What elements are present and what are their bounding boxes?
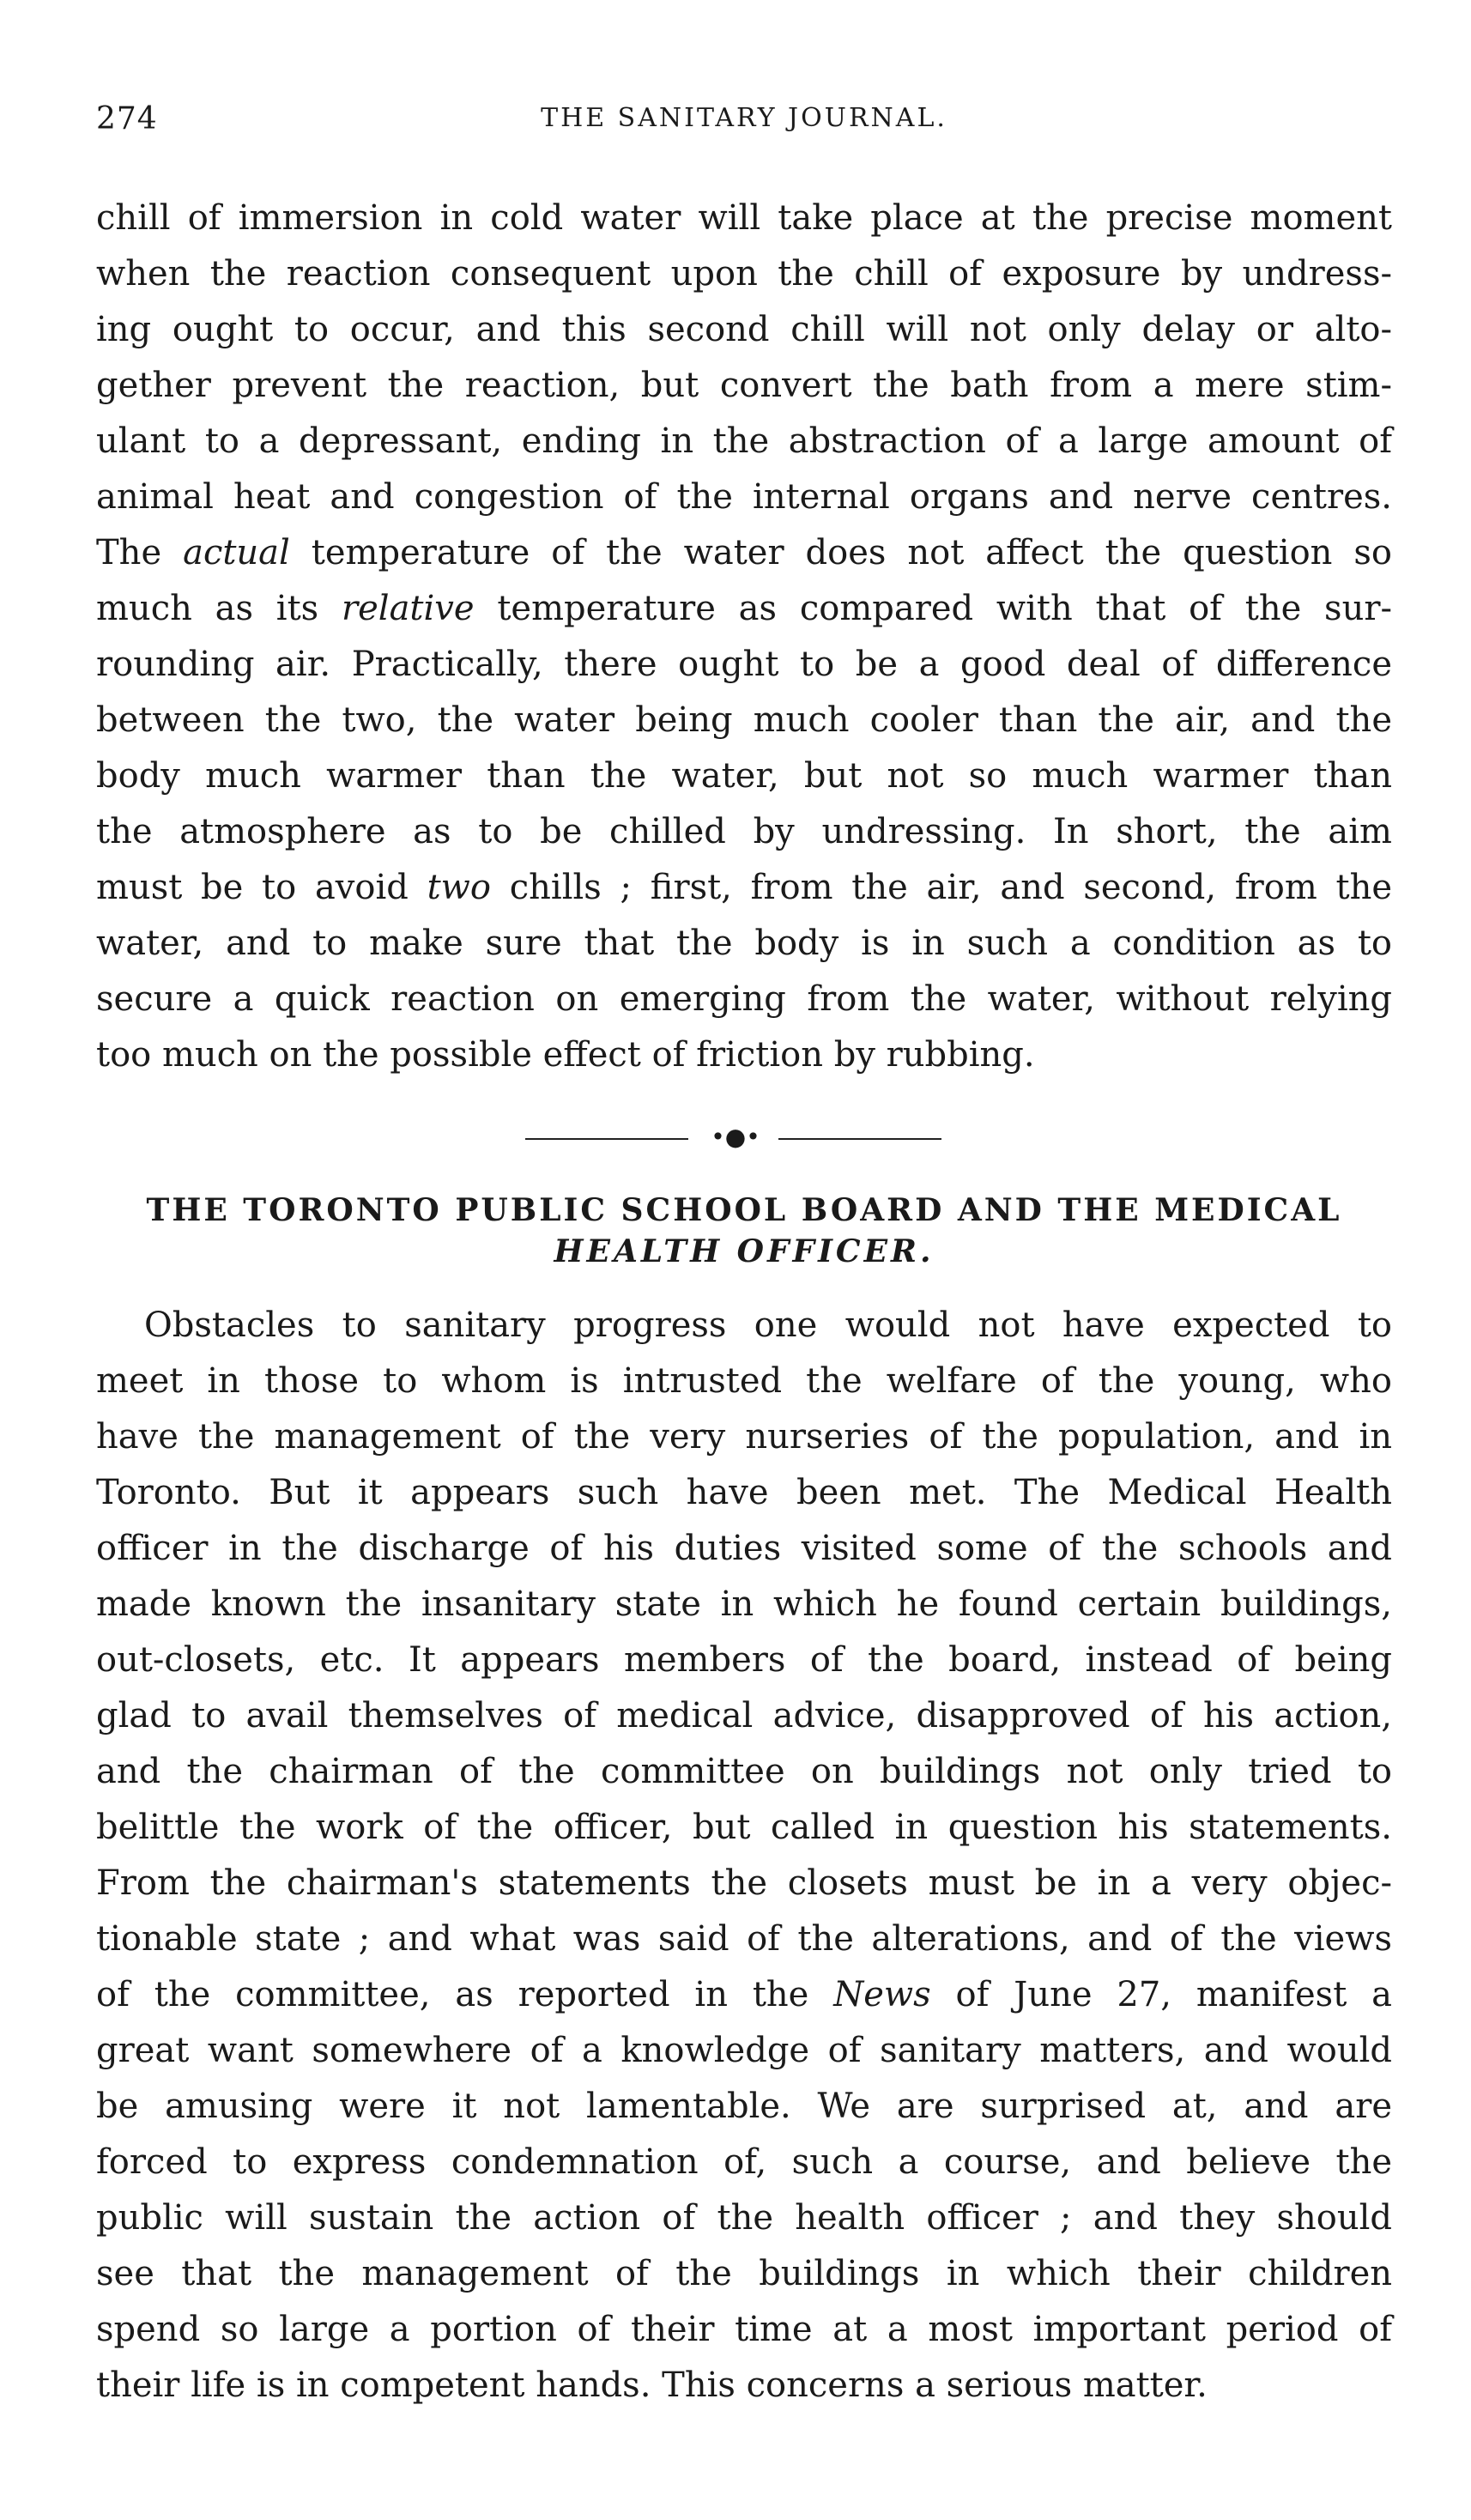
italic-word: two xyxy=(427,868,492,907)
text-line: rounding air. Practically, there ought to be a good deal of difference xyxy=(96,645,1392,684)
text-line: made known the insanitary state in which he found certain buildings, xyxy=(96,1584,1392,1624)
page-number: 274 xyxy=(96,101,158,136)
text-line: ing ought to occur, and this second chill will not only delay or alto- xyxy=(96,310,1392,349)
text-line: ulant to a depressant, ending in the abstraction of a large amount of xyxy=(96,421,1392,461)
text-line: belittle the work of the officer, but called in question his statements. xyxy=(96,1808,1392,1847)
text-line: out-closets, etc. It appears members of the board, instead of being xyxy=(96,1640,1392,1680)
text-line xyxy=(96,860,1392,916)
text-line: be amusing were it not lamentable. We are surprised at, and are xyxy=(96,2087,1392,2126)
text-run: of June 27, manifest a xyxy=(930,1975,1392,2014)
text-run: must be to avoid xyxy=(96,868,427,907)
journal-page xyxy=(96,101,1392,2414)
text-line: From the chairman's statements the closets must be in a very objec- xyxy=(96,1863,1392,1903)
text-line: tionable state ; and what was said of the alterations, and of the views xyxy=(96,1919,1392,1959)
continued-paragraph xyxy=(96,191,1392,1083)
text-line: chill of immersion in cold water will take place at the precise moment xyxy=(96,198,1392,238)
text-line: animal heat and congestion of the internal organs and nerve centres. xyxy=(96,477,1392,517)
heading-line-1: THE TORONTO PUBLIC SCHOOL BOARD AND THE MEDICAL xyxy=(146,1192,1342,1228)
text-run: of the committee, as reported in the xyxy=(96,1975,834,2014)
text-line: forced to express condemnation of, such a course, and believe the xyxy=(96,2142,1392,2182)
text-line: have the management of the very nurseries of the population, and in xyxy=(96,1417,1392,1457)
text-line: their life is in competent hands. This concerns a serious matter. xyxy=(96,2366,1208,2405)
text-run: temperature as compared with that of the sur- xyxy=(474,589,1392,628)
text-line xyxy=(96,581,1392,637)
text-line: and the chairman of the committee on buildings not only tried to xyxy=(96,1752,1392,1791)
text-line: meet in those to whom is intrusted the welfare of the young, who xyxy=(96,1361,1392,1401)
text-run: much as its xyxy=(96,589,342,628)
text-line: public will sustain the action of the health officer ; and they should xyxy=(96,2198,1392,2238)
text-line: too much on the possible effect of friction by rubbing. xyxy=(96,1035,1035,1075)
italic-word: actual xyxy=(183,533,290,572)
separator-ornament-icon: •●• xyxy=(711,1123,760,1151)
heading-line-2: HEALTH OFFICER. xyxy=(554,1233,935,1269)
text-line xyxy=(96,1967,1392,2023)
text-line: great want somewhere of a knowledge of sanitary matters, and would xyxy=(96,2031,1392,2070)
text-line xyxy=(96,525,1392,581)
text-line: when the reaction consequent upon the chill of exposure by undress- xyxy=(96,254,1392,294)
text-line: glad to avail themselves of medical advice, disapproved of his action, xyxy=(96,1696,1392,1736)
text-line: gether prevent the reaction, but convert the bath from a mere stim- xyxy=(96,366,1392,405)
text-line: secure a quick reaction on emerging from the water, without relying xyxy=(96,979,1392,1019)
text-line: body much warmer than the water, but not so much warmer than xyxy=(96,756,1392,796)
italic-word: relative xyxy=(341,589,475,628)
separator-rule-left xyxy=(525,1138,688,1140)
running-head xyxy=(96,101,1392,153)
text-line: spend so large a portion of their time at a most important period of xyxy=(96,2310,1392,2349)
journal-title: THE SANITARY JOURNAL. xyxy=(541,103,947,133)
text-run: The xyxy=(96,533,184,572)
text-run: temperature of the water does not affect the question so xyxy=(289,533,1393,572)
separator-rule-right xyxy=(778,1138,941,1140)
article-paragraph xyxy=(96,1298,1392,2414)
text-line: Obstacles to sanitary progress one would not have expected to xyxy=(144,1305,1392,1345)
section-separator xyxy=(96,1112,1392,1164)
italic-word: News xyxy=(833,1975,931,2014)
text-line: the atmosphere as to be chilled by undressing. In short, the aim xyxy=(96,812,1392,851)
article-heading xyxy=(96,1190,1392,1272)
text-line: see that the management of the buildings in which their children xyxy=(96,2254,1392,2293)
text-run: chills ; first, from the air, and second, from the xyxy=(491,868,1393,907)
text-line: Toronto. But it appears such have been met. The Medical Health xyxy=(96,1473,1392,1512)
text-line: between the two, the water being much cooler than the air, and the xyxy=(96,700,1392,740)
text-line: officer in the discharge of his duties visited some of the schools and xyxy=(96,1529,1392,1568)
text-line: water, and to make sure that the body is in such a condition as to xyxy=(96,924,1392,963)
